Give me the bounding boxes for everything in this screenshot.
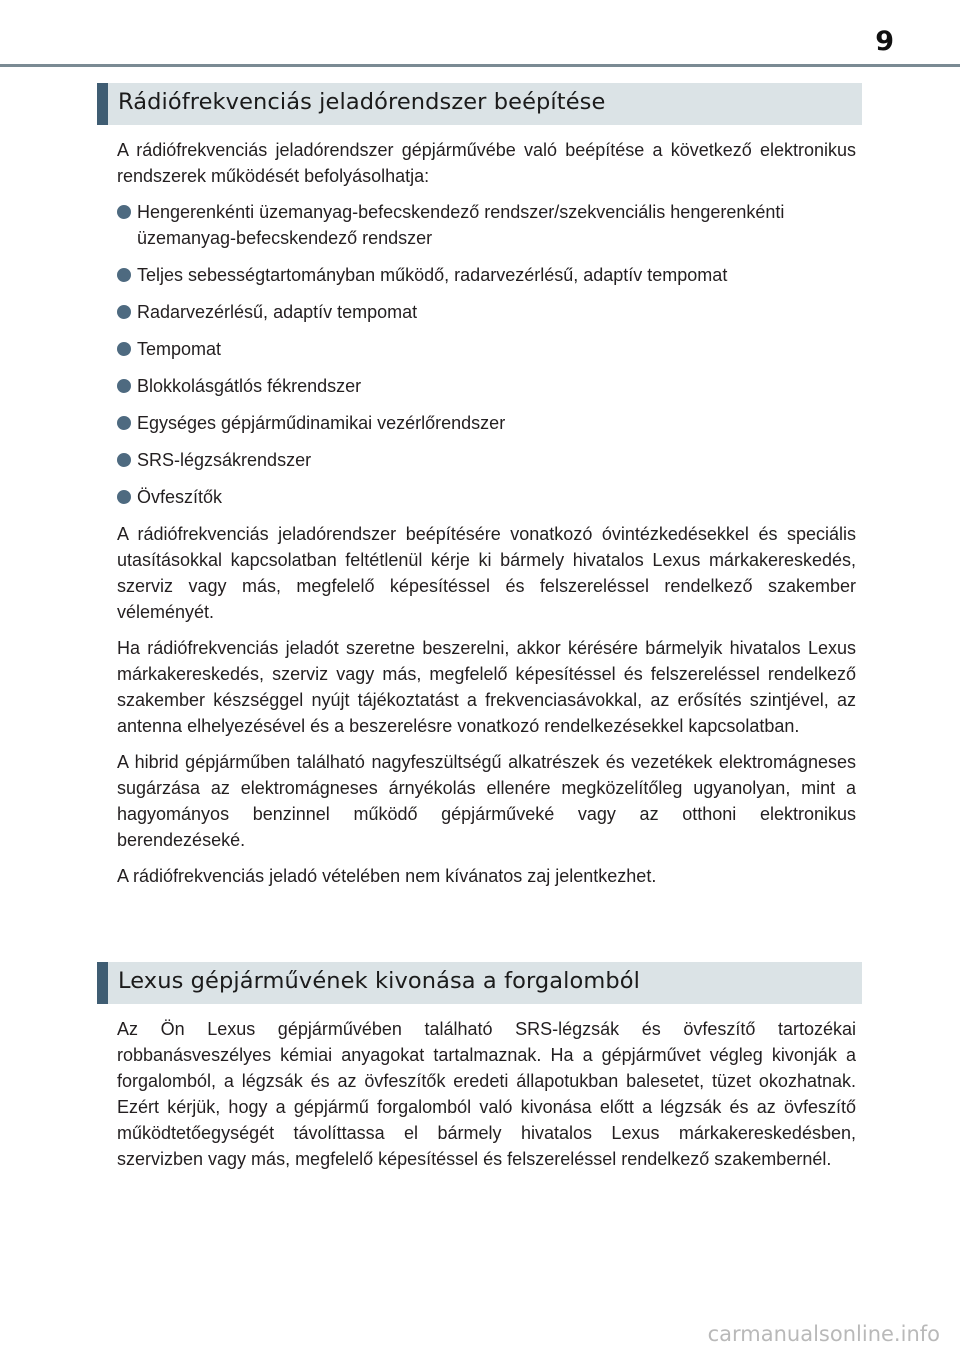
bullet-dot-icon	[117, 490, 131, 504]
section-header-rf-transmitter	[97, 83, 862, 125]
list-item: Övfeszítők	[117, 484, 856, 510]
bullet-dot-icon	[117, 342, 131, 356]
page-number: 9	[875, 26, 894, 57]
body-paragraph: A rádiófrekvenciás jeladó vételében nem kívánatos zaj jelentkezhet.	[117, 866, 657, 886]
section-header-vehicle-disposal	[97, 962, 862, 1004]
section-body-rf-transmitter	[117, 137, 856, 899]
bullet-dot-icon	[117, 453, 131, 467]
section-body-vehicle-disposal	[117, 1016, 856, 1182]
bullet-dot-icon	[117, 379, 131, 393]
bullet-dot-icon	[117, 305, 131, 319]
body-paragraph: Ha rádiófrekvenciás jeladót szeretne beszerelni, akkor kérésére bármelyik hivatalos Lexus márkakereskedés, szerviz vagy más, megfelelő képesítéssel és felszereléssel rendelkező szakember készséggel nyújt tájékoztatást a frekvenciasávokkal, az erősítés szintjével, az antenna elhelyezésével és a beszerelésre vonatkozó rendelkezésekkel kapcsolatban.	[117, 638, 856, 736]
body-paragraph: A rádiófrekvenciás jeladórendszer beépítésére vonatkozó óvintézkedésekkel és speciális utasításokkal kapcsolatban feltétlenül kérje ki bármely hivatalos Lexus márkakereskedés, szerviz vagy más, megfelelő képesítéssel és felszereléssel rendelkező szakember véleményét.	[117, 524, 856, 622]
bullet-dot-icon	[117, 268, 131, 282]
section-title: Lexus gépjárművének kivonása a forgalomból	[118, 968, 641, 994]
bullet-dot-icon	[117, 416, 131, 430]
list-item: Teljes sebességtartományban működő, radarvezérlésű, adaptív tempomat	[117, 262, 856, 288]
list-item: Hengerenkénti üzemanyag-befecskendező rendszer/szekvenciális hengerenkénti üzemanyag-befecskendező rendszer	[117, 199, 856, 251]
body-paragraph: A hibrid gépjárműben található nagyfeszültségű alkatrészek és vezetékek elektromágneses sugárzása az elektromágneses árnyékolás ellenére megközelítőleg ugyanolyan, mint a hagyományos benzinnel működő gépjárműveké vagy az otthoni elektronikus berendezéseké.	[117, 752, 856, 850]
list-item: Egységes gépjárműdinamikai vezérlőrendszer	[117, 410, 856, 436]
watermark: carmanualsonline.info	[707, 1322, 940, 1346]
list-item: SRS-légzsákrendszer	[117, 447, 856, 473]
top-divider	[0, 64, 960, 67]
section-title: Rádiófrekvenciás jeladórendszer beépítése	[118, 89, 606, 115]
intro-paragraph: A rádiófrekvenciás jeladórendszer gépjárművébe való beépítése a következő elektronikus rendszerek működését befolyásolhatja:	[117, 140, 856, 186]
list-item: Blokkolásgátlós fékrendszer	[117, 373, 856, 399]
bullet-dot-icon	[117, 205, 131, 219]
list-item: Tempomat	[117, 336, 856, 362]
list-item: Radarvezérlésű, adaptív tempomat	[117, 299, 856, 325]
body-paragraph: Az Ön Lexus gépjárművében található SRS-légzsák és övfeszítő tartozékai robbanásveszélyes kémiai anyagokat tartalmaznak. Ha a gépjárművet végleg kivonják a forgalomból, a légzsák és az övfeszítők eredeti állapotukban balesetet, tüzet okozhatnak. Ezért kérjük, hogy a gépjármű forgalomból való kivonása előtt a légzsák és az övfeszítő működtetőegységét távolíttassa el bármely hivatalos Lexus márkakereskedésben, szervizben vagy más, megfelelő képesítéssel és felszereléssel rendelkező szakembernél.	[117, 1019, 856, 1169]
